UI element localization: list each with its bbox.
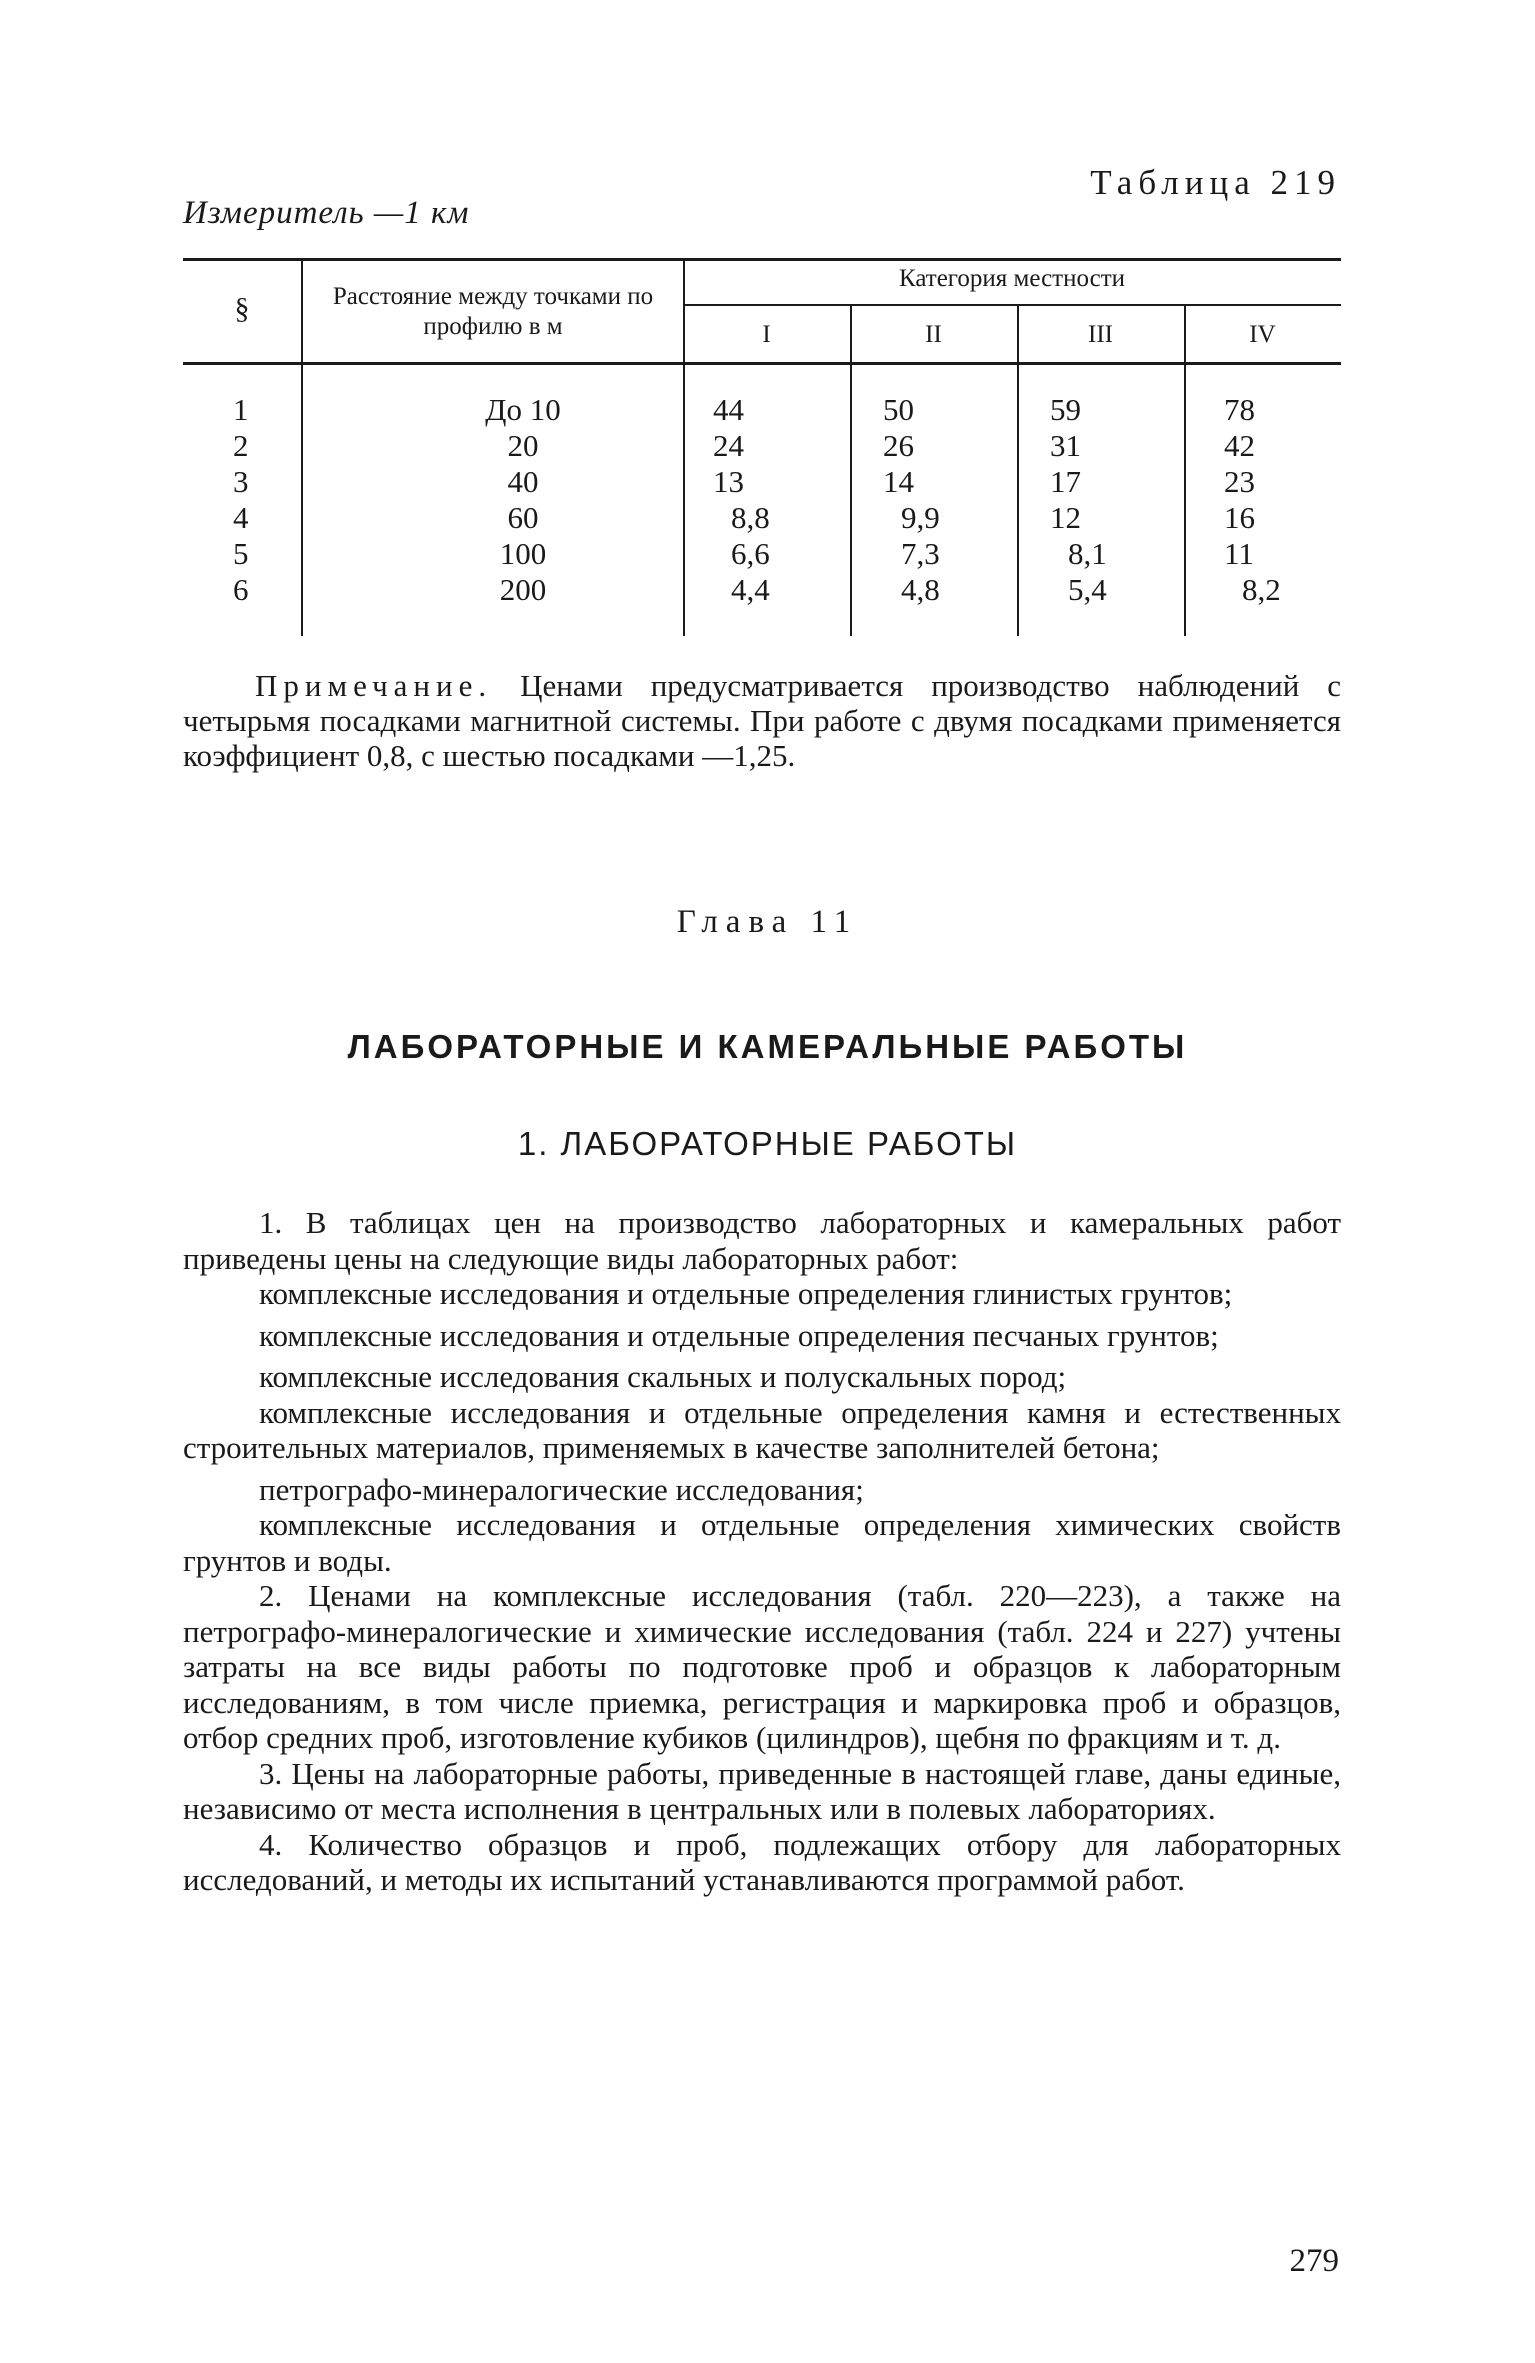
list-item: комплексные исследования и отдельные определения камня и естественных строительных материалов, применяемых в качестве заполнителей бетона; [183, 1394, 1341, 1465]
header-section: § [234, 292, 250, 325]
table-cell: 100 [499, 536, 547, 571]
header-bottom-rule [183, 362, 1341, 365]
header-category-3: III [1088, 321, 1113, 348]
list-item: комплексные исследования и отдельные определения глинистых грунтов; [259, 1276, 1233, 1311]
list-item: петрографо-минералогические исследования; [259, 1471, 864, 1507]
header-category-4: IV [1249, 321, 1276, 348]
table-cell: 23 [1224, 464, 1255, 499]
table-cell: До 10 [485, 392, 561, 427]
table-cell: 24 [713, 428, 744, 463]
table-cell: 50 [883, 392, 914, 427]
category-header-rule [683, 304, 1341, 306]
table-cell: 7,3 [901, 536, 940, 571]
table-cell: 8,2 [1242, 572, 1281, 607]
paragraph: 3. Цены на лабораторные работы, приведенные в настоящей главе, даны единые, независимо от места исполнения в центральных или в полевых лабораториях. [183, 1755, 1341, 1826]
table-cell: 2 [233, 428, 249, 463]
table-cell: 20 [507, 428, 539, 463]
column-section-numbers [233, 392, 249, 608]
table-divider [1017, 306, 1019, 636]
column-category-2 [883, 392, 940, 608]
table-top-rule [183, 258, 1341, 261]
table-cell: 4 [233, 500, 249, 535]
paragraph: 2. Ценами на комплексные исследования (табл. 220—223), а также на петрографо-минералогические и химические исследования (табл. 224 и 227) учтены затраты на все виды работы по подготовке проб и образцов к лабораторным исследованиям, в том числе приемка, регистрация и маркировка проб и образцов, отбор средних проб, изготовление кубиков (цилиндров), щебня по фракциям и т. д. [183, 1578, 1341, 1755]
table-cell: 31 [1050, 428, 1081, 463]
table-cell: 60 [507, 500, 539, 535]
table-cell: 4,4 [731, 572, 770, 607]
table-cell: 8,8 [731, 500, 770, 535]
column-category-4 [1224, 392, 1281, 608]
table-divider [301, 258, 303, 636]
table-cell: 6,6 [731, 536, 770, 571]
column-category-3 [1050, 392, 1107, 608]
header-distance: Расстояние между точками по профилю в м [332, 283, 654, 340]
table-cell: 44 [713, 392, 744, 427]
table-cell: 14 [883, 464, 914, 499]
header-category-1: I [762, 321, 771, 348]
table-divider [683, 258, 685, 636]
note-lead: Примечание. [255, 668, 493, 703]
table-divider [1184, 306, 1186, 636]
column-distance [453, 392, 593, 608]
table-cell: 9,9 [901, 500, 940, 535]
table-note [183, 668, 1341, 773]
table-cell: 3 [233, 464, 249, 499]
table-cell: 11 [1224, 536, 1254, 571]
list-item: комплексные исследования скальных и полускальных пород; [259, 1359, 1067, 1394]
list-item: комплексные исследования и отдельные определения химических свойств грунтов и воды. [183, 1507, 1341, 1578]
paragraph: 4. Количество образцов и проб, подлежащих отбору для лабораторных исследований, и методы их испытаний устанавливаются программой работ. [183, 1826, 1341, 1897]
table-divider [850, 306, 852, 636]
paragraph: 1. В таблицах цен на производство лабораторных и камеральных работ приведены цены на следующие виды лабораторных работ: [183, 1205, 1341, 1276]
list-item: комплексные исследования и отдельные определения песчаных грунтов; [259, 1317, 1219, 1353]
chapter-heading: Глава 11 [676, 904, 859, 940]
table-cell: 1 [233, 392, 249, 427]
table-number: Таблица 219 [1090, 163, 1341, 202]
table-cell: 13 [713, 464, 744, 499]
column-category-1 [713, 392, 770, 608]
table-cell: 8,1 [1068, 536, 1107, 571]
body-text [183, 1205, 1341, 1898]
table-cell: 12 [1050, 500, 1081, 535]
table-cell: 78 [1224, 392, 1255, 427]
price-table [183, 258, 1341, 636]
table-cell: 26 [883, 428, 914, 463]
note-text: Ценами предусматривается производство наблюдений с четырьмя посадками магнитной системы. При работе с двумя посадками применяется коэффициент 0,8, с шестью посадками —1,25. [183, 668, 1342, 773]
table-cell: 5 [233, 536, 249, 571]
subsection-title: 1. ЛАБОРАТОРНЫЕ РАБОТЫ [517, 1125, 1018, 1162]
section-title: ЛАБОРАТОРНЫЕ И КАМЕРАЛЬНЫЕ РАБОТЫ [347, 1028, 1188, 1065]
table-cell: 200 [499, 572, 547, 607]
table-cell: 16 [1224, 500, 1255, 535]
table-cell: 59 [1050, 392, 1081, 427]
table-cell: 40 [507, 464, 539, 499]
table-cell: 42 [1224, 428, 1255, 463]
header-category-2: II [925, 321, 942, 348]
header-category: Категория местности [898, 265, 1126, 292]
table-cell: 4,8 [901, 572, 940, 607]
page-number: 279 [1289, 2243, 1339, 2279]
table-cell: 17 [1050, 464, 1081, 499]
table-cell: 6 [233, 572, 249, 607]
measurement-unit: Измеритель —1 км [183, 195, 470, 231]
table-cell: 5,4 [1068, 572, 1107, 607]
